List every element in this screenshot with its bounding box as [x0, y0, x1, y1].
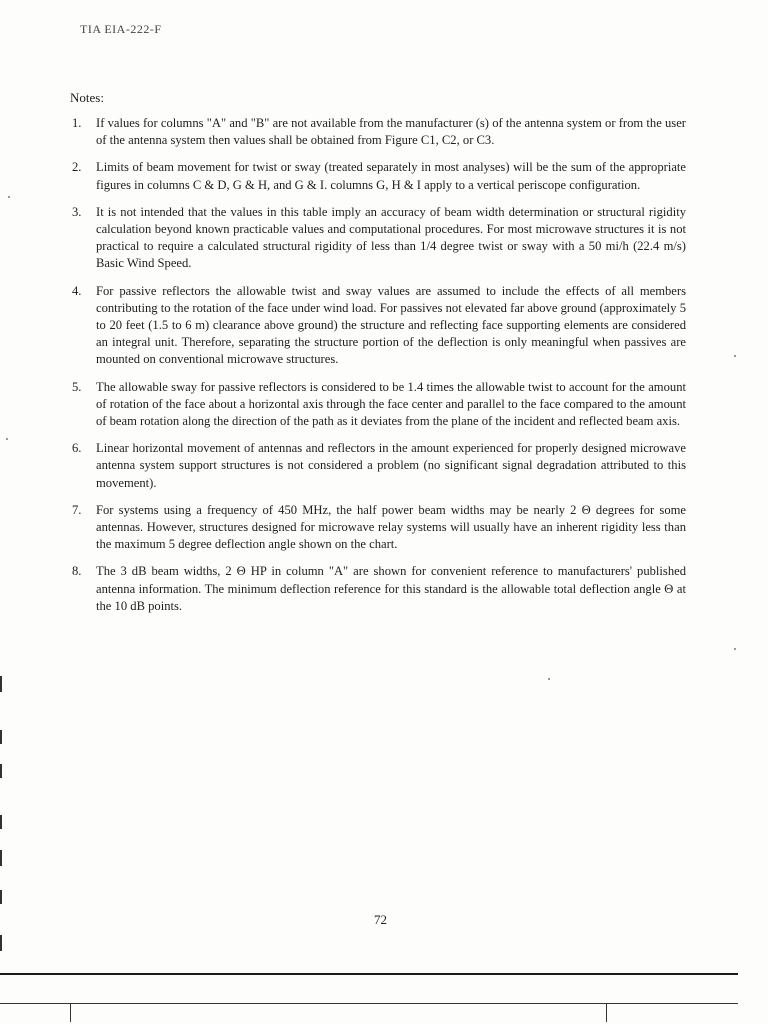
note-text: It is not intended that the values in this table imply an accuracy of beam width determination or structural rigidity calculation beyond known practicable values and computational procedures. For most microwave structures it is not practical to require a calculated structural rigidity of less than 1/4 degree twist or sway with a 50 mi/h (22.4 m/s) Basic Wind Speed. [96, 204, 686, 271]
note-number: 3. [72, 204, 82, 219]
scan-speck [734, 648, 736, 650]
scan-edge-mark [0, 676, 2, 692]
scan-edge-mark [0, 850, 2, 866]
note-number: 6. [72, 441, 82, 456]
page-number: 72 [374, 912, 387, 927]
scan-speck [548, 678, 550, 680]
scan-speck [6, 438, 8, 440]
document-id: TIA EIA-222-F [80, 22, 162, 36]
note-text: For systems using a frequency of 450 MHz, the half power beam widths may be nearly 2 Θ degrees for some antennas. However, structures designed for microwave relay systems will usually have an inherent rigidity less than the maximum 5 degree deflection angle shown on the chart. [96, 502, 686, 552]
note-text: The 3 dB beam widths, 2 Θ HP in column "A" are shown for convenient reference to manufacturers' published antenna information. The minimum deflection reference for this standard is the allowable total deflection angle Θ at the 10 dB points. [96, 564, 686, 613]
note-text: Limits of beam movement for twist or sway (treated separately in most analyses) will be the sum of the appropriate figures in columns C & D, G & H, and G & I. columns G, H & I apply to a vertical periscope configuration. [96, 160, 686, 192]
note-number: 5. [72, 379, 82, 394]
note-number: 7. [72, 502, 82, 517]
note-number: 8. [72, 564, 82, 579]
note-item [70, 159, 686, 193]
notes-heading: Notes: [70, 90, 104, 105]
scan-edge-mark [0, 815, 2, 829]
scan-speck [8, 196, 10, 198]
note-item [70, 502, 686, 554]
note-text: For passive reflectors the allowable twist and sway values are assumed to include the effects of all members contributing to the rotation of the face under wind load. For passives not elevated far above ground (approximately 5 to 20 feet (1.5 to 6 m) clearance above ground) the structure and reflecting face supporting elements are considered an integral unit. Therefore, separating the structure portion of the deflection is only meaningful when passives are mounted on conventional microwave structures. [96, 283, 686, 367]
footer-divider-right [606, 1004, 607, 1022]
footer-rule-bottom [0, 1003, 738, 1004]
note-number: 1. [72, 116, 82, 130]
scan-edge-mark [0, 730, 2, 744]
note-text: The allowable sway for passive reflectors is considered to be 1.4 times the allowable twist to account for the amount of rotation of the face about a horizontal axis through the face center and parallel to the face compared to the amount of beam rotation along the direction of the path as it deviates from the plane of the incident and reflected beam axis. [96, 379, 686, 429]
note-text: Linear horizontal movement of antennas and reflectors in the amount experienced for properly designed microwave antenna system support structures is not considered a problem (no significant signal degradation attributed to this movement). [96, 441, 686, 490]
footer-divider-left [70, 1004, 71, 1022]
note-item [70, 379, 686, 431]
scan-edge-mark [0, 935, 2, 951]
footer-rule-top [0, 973, 738, 975]
note-item [70, 563, 686, 615]
scan-edge-mark [0, 764, 2, 778]
scan-edge-mark [0, 890, 2, 904]
note-item [70, 204, 686, 273]
note-number: 4. [72, 283, 82, 298]
note-item [70, 115, 686, 149]
scan-speck [734, 355, 736, 357]
note-text: If values for columns "A" and "B" are not available from the manufacturer (s) of the antenna system or from the user of the antenna system then values shall be obtained from Figure C1, C2, or C3. [96, 116, 686, 148]
note-number: 2. [72, 160, 82, 175]
notes-list [70, 115, 686, 625]
note-item [70, 283, 686, 369]
note-item [70, 440, 686, 492]
